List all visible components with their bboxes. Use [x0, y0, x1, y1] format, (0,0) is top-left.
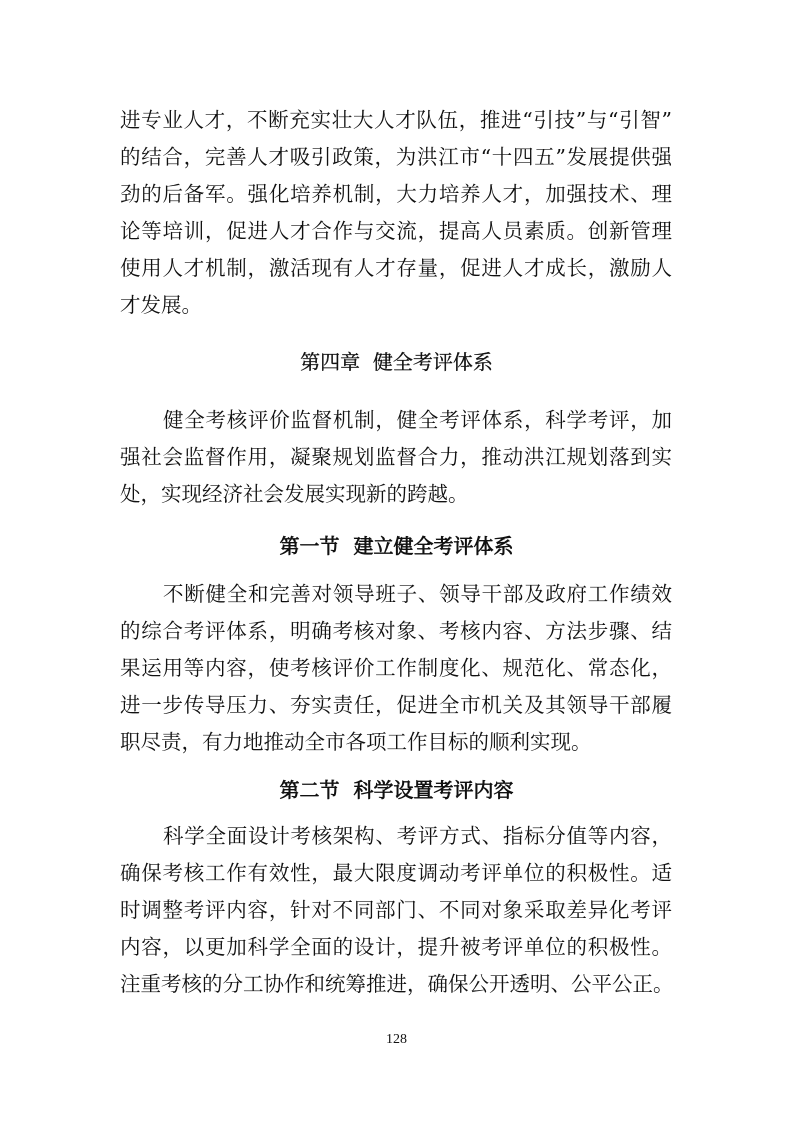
text-line: 强社会监督作用，凝聚规划监督合力，推动洪江规划落到实	[120, 445, 672, 469]
text-line: 进专业人才，不断充实壮大人才队伍，推进“引技”与“引智”	[120, 108, 672, 132]
text-line: 科学全面设计考核架构、考评方式、指标分值等内容，	[163, 824, 672, 848]
text-line: 内容，以更加科学全面的设计，提升被考评单位的积极性。	[120, 935, 672, 959]
text-line: 论等培训，促进人才合作与交流，提高人员素质。创新管理	[120, 219, 672, 243]
text-line: 时调整考评内容，针对不同部门、不同对象采取差异化考评	[120, 898, 672, 922]
text-line: 的结合，完善人才吸引政策，为洪江市“十四五”发展提供强	[120, 145, 672, 169]
text-line: 不断健全和完善对领导班子、领导干部及政府工作绩效	[163, 582, 672, 606]
text-line: 使用人才机制，激活现有人才存量，促进人才成长，激励人	[120, 256, 672, 280]
section-1-heading: 第一节 建立健全考评体系	[279, 534, 514, 558]
text-line: 处，实现经济社会发展实现新的跨越。	[120, 482, 469, 506]
paragraph-talent-continuation	[120, 102, 672, 324]
text-line: 健全考核评价监督机制，健全考评体系，科学考评，加	[163, 408, 672, 432]
paragraph-chapter-intro	[120, 402, 672, 513]
text-line: 果运用等内容，使考核评价工作制度化、规范化、常态化，	[120, 656, 672, 680]
chapter-heading: 第四章 健全考评体系	[300, 350, 493, 374]
text-line: 的综合考评体系，明确考核对象、考核内容、方法步骤、结	[120, 619, 672, 643]
paragraph-section-2	[120, 818, 672, 1003]
text-line: 才发展。	[120, 293, 202, 317]
paragraph-section-1	[120, 576, 672, 761]
section-2-heading: 第二节 科学设置考评内容	[279, 778, 514, 802]
text-line: 进一步传导压力、夯实责任，促进全市机关及其领导干部履	[120, 693, 672, 717]
page-number: 128	[386, 1032, 407, 1047]
text-line: 确保考核工作有效性，最大限度调动考评单位的积极性。适	[120, 861, 672, 885]
text-line: 劲的后备军。强化培养机制，大力培养人才，加强技术、理	[120, 182, 672, 206]
text-line: 注重考核的分工协作和统筹推进，确保公开透明、公平公正。	[120, 972, 674, 996]
text-line: 职尽责，有力地推动全市各项工作目标的顺利实现。	[120, 730, 592, 754]
